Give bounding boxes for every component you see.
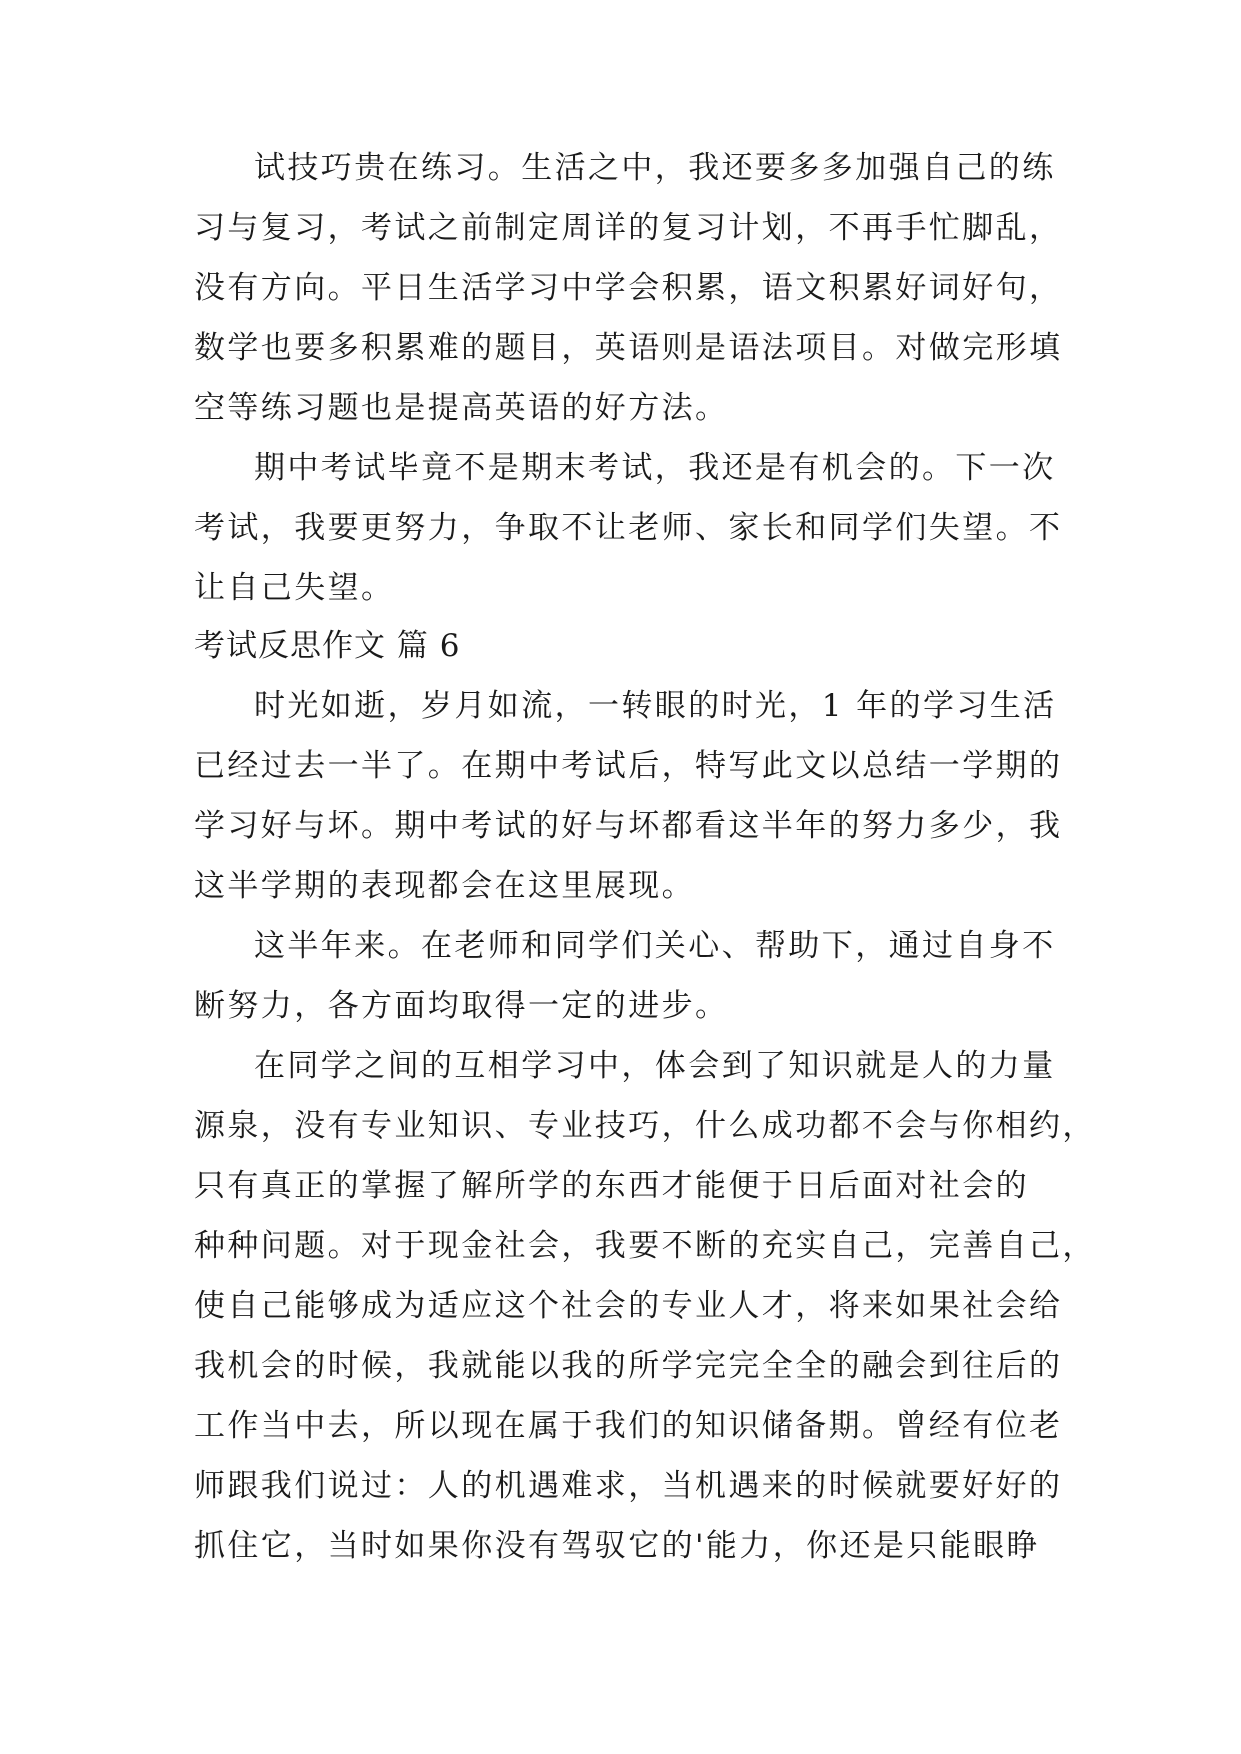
paragraph-line: 习与复习，考试之前制定周详的复习计划，不再手忙脚乱， xyxy=(194,210,1063,246)
paragraph-line: 空等练习题也是提高英语的好方法。 xyxy=(194,390,729,426)
paragraph-line: 抓住它，当时如果你没有驾驭它的'能力，你还是只能眼睁 xyxy=(194,1528,1040,1564)
section-heading: 考试反思作文 篇 6 xyxy=(194,628,461,664)
paragraph-line: 这半年来。在老师和同学们关心、帮助下，通过自身不 xyxy=(254,928,1056,964)
paragraph-line: 考试，我要更努力，争取不让老师、家长和同学们失望。不 xyxy=(194,510,1063,546)
paragraph-line: 断努力，各方面均取得一定的进步。 xyxy=(194,988,729,1024)
paragraph-line: 在同学之间的互相学习中，体会到了知识就是人的力量 xyxy=(254,1048,1056,1084)
paragraph-line: 试技巧贵在练习。生活之中，我还要多多加强自己的练 xyxy=(254,150,1056,186)
paragraph-line: 使自己能够成为适应这个社会的专业人才，将来如果社会给 xyxy=(194,1288,1063,1324)
paragraph-line: 源泉，没有专业知识、专业技巧，什么成功都不会与你相约， xyxy=(194,1108,1096,1144)
paragraph-line: 我机会的时候，我就能以我的所学完完全全的融会到往后的 xyxy=(194,1348,1063,1384)
paragraph-line: 时光如逝，岁月如流，一转眼的时光，1 年的学习生活 xyxy=(254,688,1057,724)
paragraph-line: 让自己失望。 xyxy=(194,570,395,606)
paragraph-line: 种种问题。对于现金社会，我要不断的充实自己，完善自己， xyxy=(194,1228,1096,1264)
paragraph-line: 这半学期的表现都会在这里展现。 xyxy=(194,868,695,904)
paragraph-line: 师跟我们说过：人的机遇难求，当机遇来的时候就要好好的 xyxy=(194,1468,1063,1504)
paragraph-line: 工作当中去，所以现在属于我们的知识储备期。曾经有位老 xyxy=(194,1408,1063,1444)
paragraph-line: 期中考试毕竟不是期末考试，我还是有机会的。下一次 xyxy=(254,450,1056,486)
paragraph-line: 只有真正的掌握了解所学的东西才能便于日后面对社会的 xyxy=(194,1168,1029,1204)
paragraph-line: 已经过去一半了。在期中考试后，特写此文以总结一学期的 xyxy=(194,748,1063,784)
paragraph-line: 数学也要多积累难的题目，英语则是语法项目。对做完形填 xyxy=(194,330,1063,366)
paragraph-line: 没有方向。平日生活学习中学会积累，语文积累好词好句， xyxy=(194,270,1063,306)
paragraph-line: 学习好与坏。期中考试的好与坏都看这半年的努力多少，我 xyxy=(194,808,1063,844)
